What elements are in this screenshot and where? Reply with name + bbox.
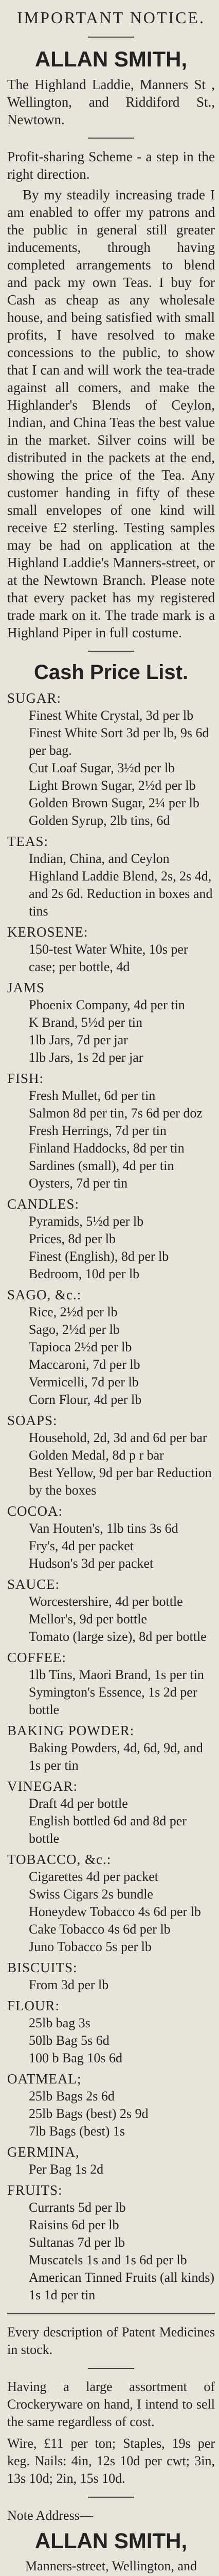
price-item: Best Yellow, 9d per bar Reduction by the boxes bbox=[29, 1465, 212, 1498]
price-item: Currants 5d per lb bbox=[29, 2200, 126, 2215]
merchant-address: The Highland Laddie, Manners St , Wellington, and Riddiford St., Newtown. bbox=[7, 77, 215, 127]
price-item: Finest (English), 8d per lb bbox=[29, 1249, 169, 1264]
price-item: Fresh Mullet, 6d per tin bbox=[29, 1088, 156, 1103]
category-heading: BISCUITS: bbox=[7, 1960, 78, 1975]
price-item: Corn Flour, 4d per lb bbox=[29, 1392, 142, 1407]
price-item: From 3d per lb bbox=[29, 1977, 109, 1992]
price-item: 25lb Bags (best) 2s 9d bbox=[29, 2106, 149, 2121]
price-item: Golden Syrup, 2lb tins, 6d bbox=[29, 813, 170, 828]
price-item: 1lb Jars, 1s 2d per jar bbox=[29, 1050, 143, 1065]
price-item: Maccaroni, 7d per lb bbox=[29, 1357, 140, 1372]
headline: Profit-sharing Scheme - a step in the right direction. bbox=[7, 149, 215, 182]
footer-label: Note Address— bbox=[7, 2508, 93, 2523]
price-item: Mellor's, 9d per bottle bbox=[29, 1612, 147, 1626]
price-item: Draft 4d per bottle bbox=[29, 1796, 128, 1811]
price-item: Symington's Essence, 1s 2d per bottle bbox=[29, 1685, 197, 1717]
price-item: Swiss Cigars 2s bundle bbox=[29, 1887, 153, 1902]
category-heading: JAMS bbox=[7, 980, 45, 995]
price-item: American Tinned Fruits (all kinds) 1s 1d per tin bbox=[29, 2270, 215, 2302]
price-item: 25lb Bags 2s 6d bbox=[29, 2089, 115, 2104]
price-item: Household, 2d, 3d and 6d per bar bbox=[29, 1430, 207, 1445]
price-item: Sultanas 7d per lb bbox=[29, 2235, 125, 2250]
category-heading: TEAS: bbox=[7, 834, 49, 849]
price-item: Cake Tobacco 4s 6d per lb bbox=[29, 1922, 171, 1937]
price-item: Prices, 8d per lb bbox=[29, 1231, 116, 1246]
price-item: Sago, 2½d per lb bbox=[29, 1322, 120, 1337]
category-heading: FLOUR: bbox=[7, 1998, 60, 2013]
price-item: Hudson's 3d per packet bbox=[29, 1556, 154, 1571]
footer-address: Manners-street, Wellington, and bbox=[25, 2558, 197, 2573]
price-item: Golden Brown Sugar, 2¼ per lb bbox=[29, 795, 199, 810]
category-heading: COCOA: bbox=[7, 1503, 63, 1519]
divider bbox=[88, 37, 134, 38]
price-item: 25lb bag 3s bbox=[29, 2015, 90, 2030]
divider bbox=[88, 2368, 134, 2369]
price-item: Light Brown Sugar, 2½d per lb bbox=[29, 778, 196, 793]
price-item: Phoenix Company, 4d per tin bbox=[29, 997, 185, 1012]
category-heading: SAUCE: bbox=[7, 1577, 60, 1592]
category-heading: FRUITS: bbox=[7, 2182, 63, 2198]
price-item: Finest White Sort 3d per lb, 9s 6d per bag. bbox=[29, 725, 209, 758]
price-item: Tapioca 2½d per lb bbox=[29, 1340, 132, 1354]
price-item: Per Bag 1s 2d bbox=[29, 2162, 104, 2177]
price-item: Juno Tobacco 5s per lb bbox=[29, 1939, 152, 1954]
divider bbox=[7, 2313, 215, 2314]
divider bbox=[88, 651, 134, 652]
category-heading: SUGAR: bbox=[7, 690, 62, 706]
divider bbox=[88, 2497, 134, 2498]
category-heading: SAGO, &c.: bbox=[7, 1287, 82, 1302]
price-item: Finland Haddocks, 8d per tin bbox=[29, 1141, 185, 1156]
merchant-name: ALLAN SMITH, bbox=[34, 47, 188, 71]
price-item: Sardines (small), 4d per tin bbox=[29, 1158, 174, 1173]
price-item: Fresh Herrings, 7d per tin bbox=[29, 1123, 167, 1138]
footer-name: ALLAN SMITH, bbox=[34, 2529, 188, 2553]
price-item: Baking Powders, 4d, 6d, 9d, and 1s per tin bbox=[29, 1740, 203, 1773]
price-item: Worcestershire, 4d per bottle bbox=[29, 1594, 183, 1609]
category-heading: KEROSENE: bbox=[7, 924, 88, 940]
price-item: 50lb Bag 5s 6d bbox=[29, 2033, 110, 2048]
price-item: Golden Medal, 8d p r bar bbox=[29, 1448, 164, 1463]
price-item: Cut Loaf Sugar, 3½d per lb bbox=[29, 760, 175, 775]
price-item: Tomato (large size), 8d per bottle bbox=[29, 1629, 207, 1644]
category-heading: OATMEAL; bbox=[7, 2071, 82, 2087]
price-item: Oysters, 7d per tin bbox=[29, 1176, 128, 1191]
price-item: Honeydew Tobacco 4s 6d per lb bbox=[29, 1904, 201, 1919]
note-medicines: Every description of Patent Medicines in stock. bbox=[7, 2325, 215, 2357]
price-item: Bedroom, 10d per lb bbox=[29, 1266, 140, 1281]
price-item: 7lb Bags (best) 1s bbox=[29, 2124, 125, 2139]
price-item: 100 b Bag 10s 6d bbox=[29, 2050, 122, 2065]
price-item: 150-test Water White, 10s per case; per bottle, 4d bbox=[29, 942, 188, 974]
price-item: Vermicelli, 7d per lb bbox=[29, 1375, 139, 1389]
price-item: K Brand, 5½d per tin bbox=[29, 1015, 142, 1030]
category-heading: GERMINA, bbox=[7, 2144, 80, 2160]
divider bbox=[88, 138, 134, 139]
category-heading: TOBACCO, &c.: bbox=[7, 1852, 112, 1867]
price-item: Fry's, 4d per packet bbox=[29, 1538, 134, 1553]
notice-title: IMPORTANT NOTICE. bbox=[17, 8, 205, 27]
price-item: 1lb Jars, 7d per jar bbox=[29, 1032, 128, 1047]
price-item: Salmon 8d per tin, 7s 6d per doz bbox=[29, 1106, 203, 1121]
price-list bbox=[7, 689, 215, 2304]
category-heading: CANDLES: bbox=[7, 1196, 80, 1212]
category-heading: FISH: bbox=[7, 1071, 44, 1086]
price-item: English bottled 6d and 8d per bottle bbox=[29, 1814, 187, 1846]
price-item: Muscatels 1s and 1s 6d per lb bbox=[29, 2252, 187, 2267]
price-list-title: Cash Price List. bbox=[33, 661, 189, 684]
price-item: 1lb Tins, Maori Brand, 1s per tin bbox=[29, 1667, 204, 1682]
price-item: Cigarettes 4d per packet bbox=[29, 1869, 158, 1884]
price-item: Finest White Crystal, 3d per lb bbox=[29, 708, 194, 723]
notice-body: By my steadily increasing trade I am enabled to offer my patrons and the public in general still greater inducements, through having completed arrangements to blend and pack my own Teas. I buy for Cash as cheap as any wholesale house, and being satisfied with small profits, I have resolved to make concessions to the public, to show that I can and will work the tea-trade against all comers, and make the Highlander's Blends of Ceylon, Indian, and China Teas the best value in the market. Silver coins will be distributed in the packets at the end, showing the price of the Tea. Any customer handing in fifty of these small envelopes of one kind will receive £2 sterling. Testing samples may be had on application at the Highland Laddie's Manners-street, or at the Newtown Branch. Please note that every packet has my registered trade mark on it. The trade mark is a Highland Piper in full costume. bbox=[7, 187, 215, 640]
note-hardware: Wire, £11 per ton; Staples, 19s per keg. Nails: 4in, 12s 10d per cwt; 3in, 13s 10d; 2in, 15s 10d. bbox=[7, 2436, 215, 2486]
note-crockery: Having a large assortment of Crockeryware on hand, I intend to sell the same regardless of cost. bbox=[7, 2379, 215, 2429]
price-item: Rice, 2½d per lb bbox=[29, 1304, 118, 1319]
price-item: Raisins 6d per lb bbox=[29, 2217, 119, 2232]
price-item: Indian, China, and Ceylon Highland Laddie Blend, 2s, 2s 4d, and 2s 6d. Reduction in boxes and tins bbox=[29, 851, 213, 919]
price-item: Pyramids, 5½d per lb bbox=[29, 1214, 144, 1229]
category-heading: VINEGAR: bbox=[7, 1778, 78, 1794]
category-heading: SOAPS: bbox=[7, 1413, 58, 1428]
category-heading: COFFEE: bbox=[7, 1650, 67, 1665]
category-heading: BAKING POWDER: bbox=[7, 1723, 135, 1738]
price-item: Van Houten's, 1lb tins 3s 6d bbox=[29, 1521, 178, 1536]
